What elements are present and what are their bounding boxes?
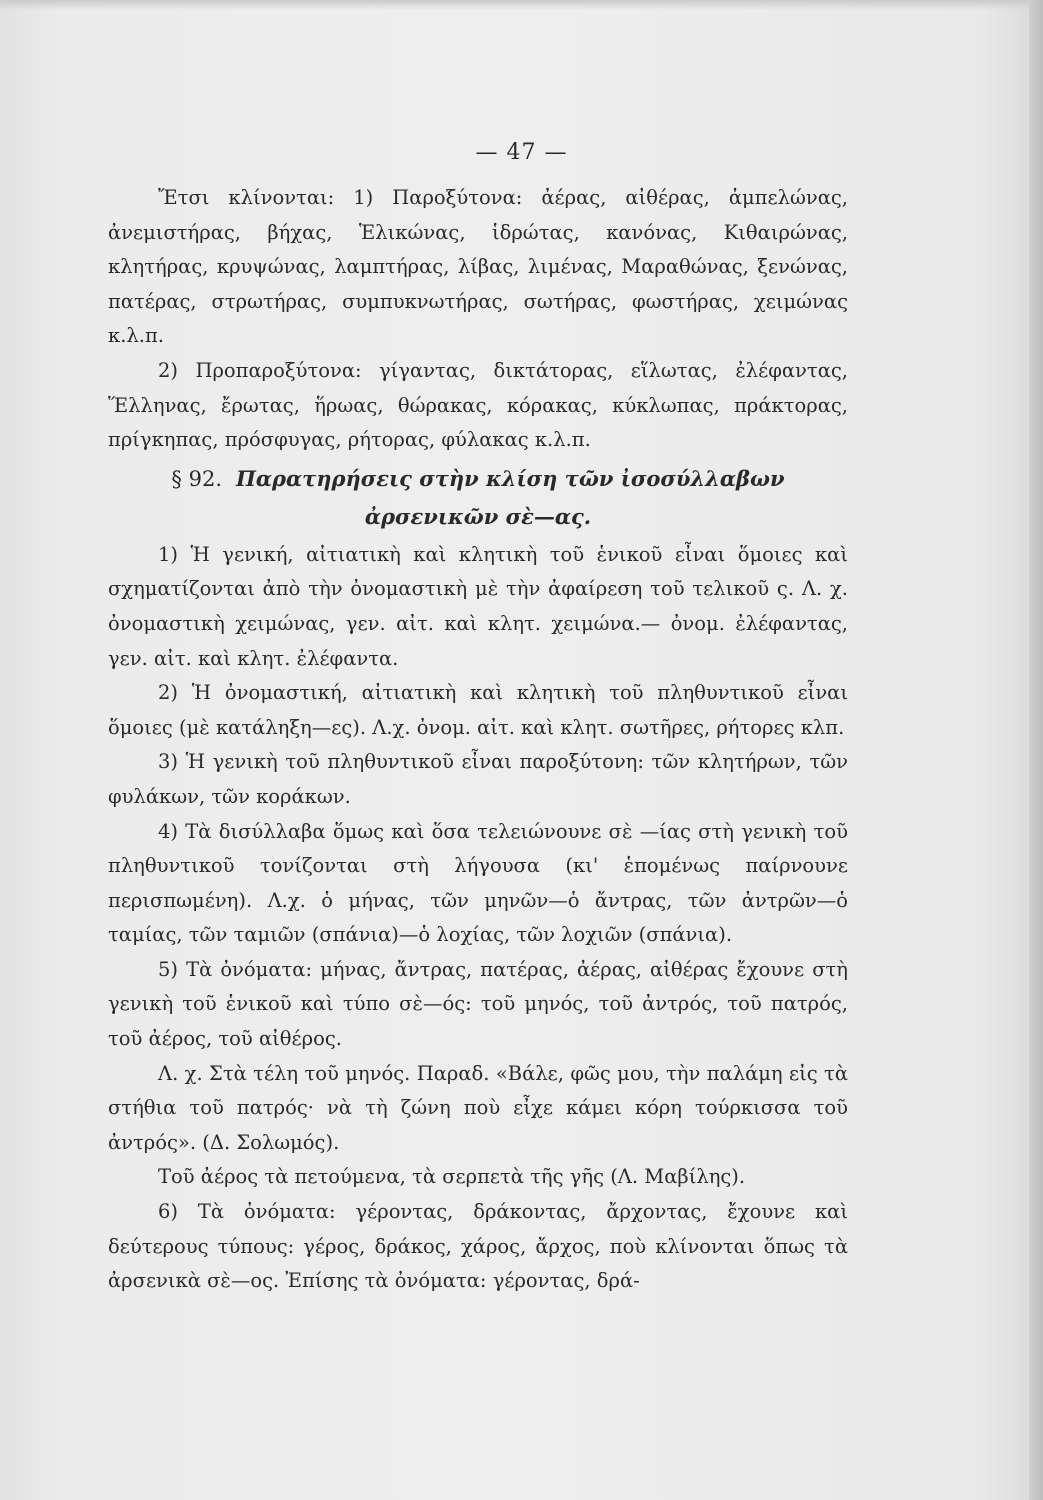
observation-5-example: Λ. χ. Στὰ τέλη τοῦ μηνός. Παραδ. «Βάλε, φῶς μου, τὴν παλάμη εἰς τὰ στήθια τοῦ πατρός· νὰ τὴ ζώνη ποὺ εἶχε κάμει κόρη τούρκισσα τοῦ ἀντρός». (Δ. Σολωμός). [108, 1061, 848, 1154]
observation-6: 6) Τὰ ὀνόματα: γέροντας, δράκοντας, ἄρχοντας, ἔχουνε καὶ δεύτερους τύπους: γέρος, δράκος, χάρος, ἄρχος, ποὺ κλίνονται ὅπως τὰ ἀρσενικὰ σὲ—ος. Ἐπίσης τὰ ὀνόματα: γέροντας, δρά- [108, 1200, 848, 1293]
observation-3: 3) Ἡ γενικὴ τοῦ πληθυντικοῦ εἶναι παροξύτονη: τῶν κλητήρων, τῶν φυλάκων, τῶν κοράκων. [108, 750, 848, 808]
observation-5: 5) Τὰ ὀνόματα: μήνας, ἄντρας, πατέρας, ἀέρας, αἰθέρας ἔχουνε στὴ γενικὴ τοῦ ἑνικοῦ καὶ τύπο σὲ—ός: τοῦ μηνός, τοῦ ἀντρός, τοῦ πατρός, τοῦ ἀέρος, τοῦ αἰθέρος. [108, 957, 848, 1051]
paragraph-proparoxytona: 2) Προπαροξύτονα: γίγαντας, δικτάτορας, εἵλωτας, ἐλέφαντας, Ἕλληνας, ἔρωτας, ἥρωας, θώρακας, κόρακας, κύκλωπας, πράκτορας, πρίγκηπας, πρόσφυγας, ρήτορας, φύλακας κ.λ.π. [108, 358, 848, 452]
body-text [108, 181, 848, 1299]
section-title-line2: ἀρσενικῶν σὲ—ας. [364, 503, 592, 529]
observation-2: 2) Ἡ ὀνομαστική, αἰτιατικὴ καὶ κλητικὴ τοῦ πληθυντικοῦ εἶναι ὅμοιες (μὲ κατάληξη—ες). Λ.χ. ὀνομ. αἰτ. καὶ κλητ. σωτῆρες, ρήτορες κλπ. [108, 681, 848, 739]
page-number: — 47 — [475, 140, 568, 165]
section-number: § 92. [171, 466, 222, 491]
paragraph-paroxytona: Ἔτσι κλίνονται: 1) Παροξύτονα: ἀέρας, αἰθέρας, ἀμπελώνας, ἀνεμιστήρας, βήχας, Ἑλικώνας, ἱδρώτας, κανόνας, Κιθαιρώνας, κλητήρας, κρυψώνας, λαμπτήρας, λίβας, λιμένας, Μαραθώνας, ξενώνας, πατέρας, στρωτήρας, συμπυκνωτήρας, σωτήρας, φωστήρας, χειμώνας κ.λ.π. [108, 186, 848, 348]
observation-1: 1) Ἡ γενική, αἰτιατικὴ καὶ κλητικὴ τοῦ ἑνικοῦ εἶναι ὅμοιες καὶ σχηματίζονται ἀπὸ τὴν ὀνομαστικὴ μὲ τὴν ἀφαίρεση τοῦ τελικοῦ ς. Λ. χ. ὀνομαστικὴ χειμώνας, γεν. αἰτ. καὶ κλητ. χειμώνα.— ὀνομ. ἐλέφαντας, γεν. αἰτ. καὶ κλητ. ἐλέφαντα. [108, 542, 848, 670]
section-heading [108, 460, 848, 536]
observation-4: 4) Τὰ δισύλλαβα ὅμως καὶ ὅσα τελειώνουνε σὲ —ίας στὴ γενικὴ τοῦ πληθυντικοῦ τονίζονται στὴ λήγουσα (κι' ἑπομένως παίρνουνε περισπωμένη). Λ.χ. ὁ μήνας, τῶν μηνῶν—ὁ ἄντρας, τῶν ἀντρῶν—ὁ ταμίας, τῶν ταμιῶν (σπάνια)—ὁ λοχίας, τῶν λοχιῶν (σπάνια). [108, 819, 848, 947]
observation-5-example-2: Τοῦ ἀέρος τὰ πετούμενα, τὰ σερπετὰ τῆς γῆς (Λ. Μαβίλης). [158, 1165, 746, 1189]
page-top-shadow [0, 0, 1043, 10]
section-title-line1: Παρατηρήσεις στὴν κλίση τῶν ἰσοσύλλαβων [236, 465, 785, 491]
page-right-edge [1029, 0, 1043, 1500]
